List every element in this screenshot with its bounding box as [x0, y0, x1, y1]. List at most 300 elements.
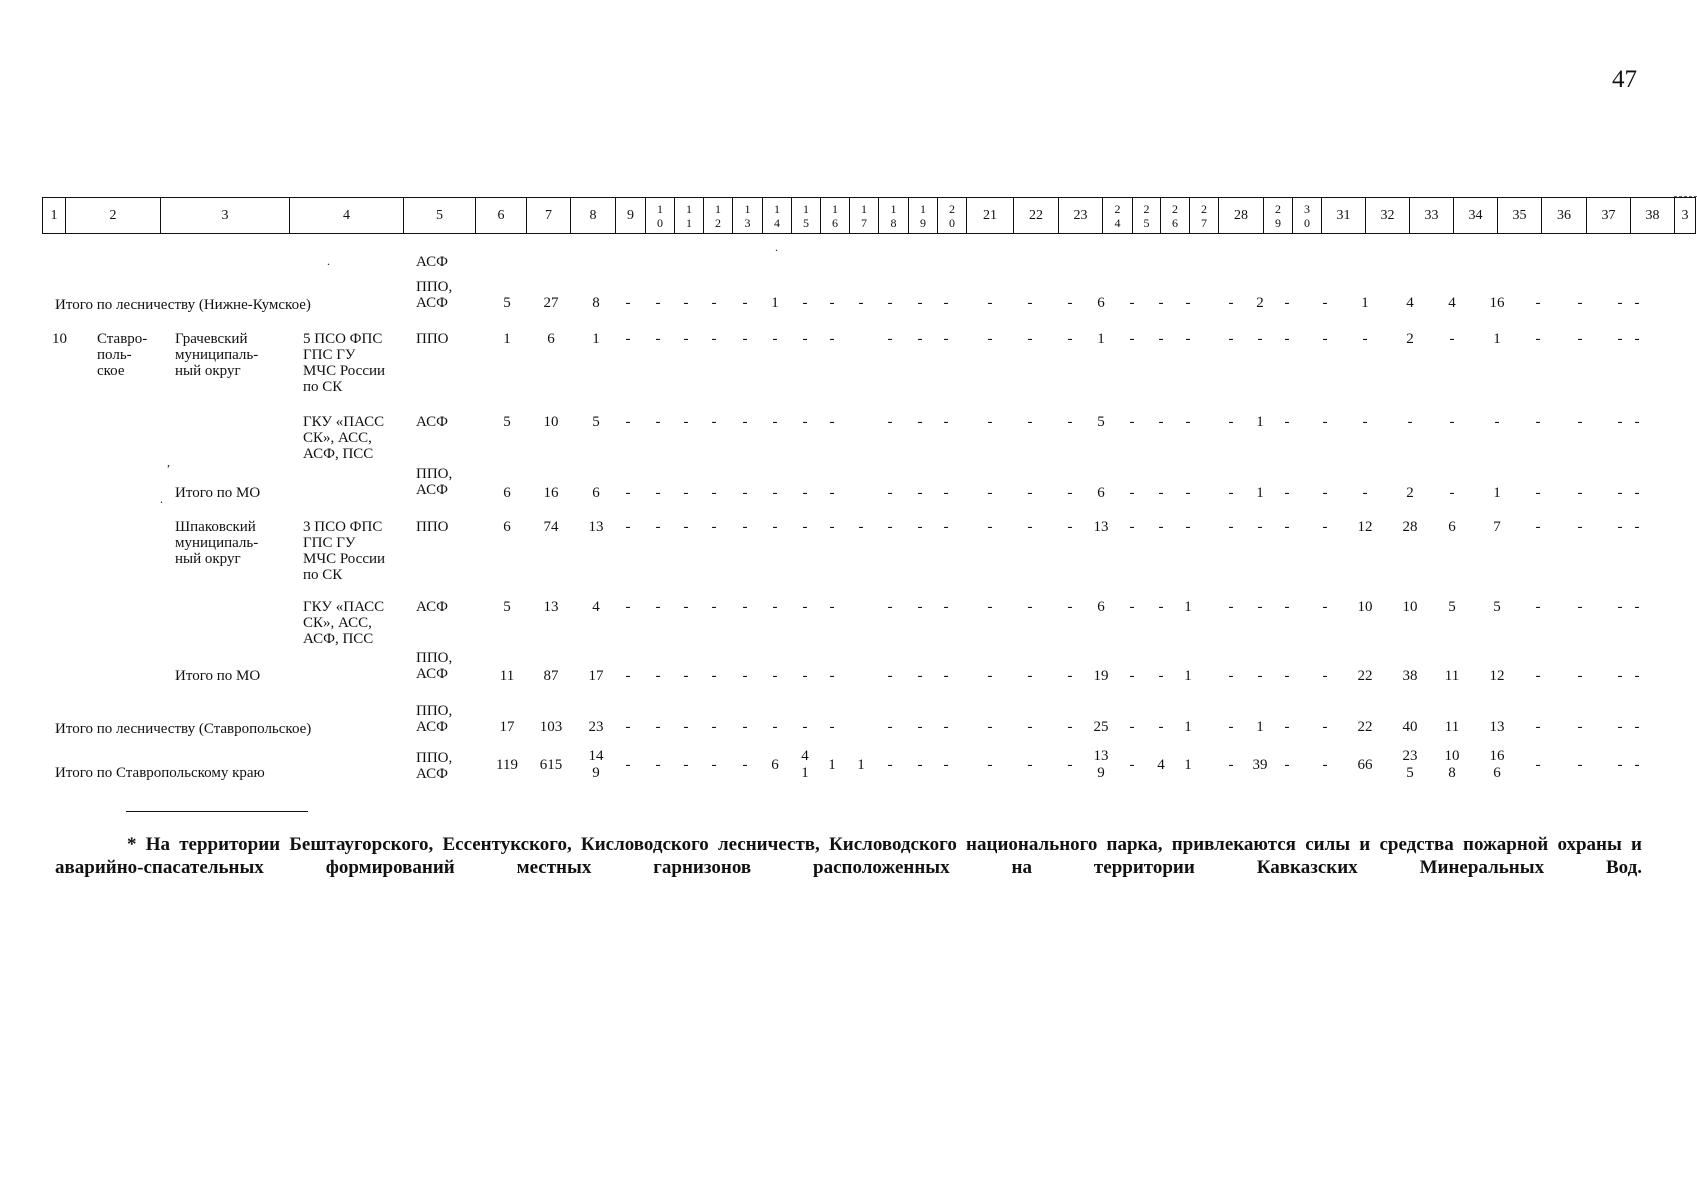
cell-value: -	[917, 757, 923, 773]
header-col-28: 28	[1219, 198, 1264, 234]
cell-value: 119	[496, 757, 518, 773]
cell-value: -	[1535, 414, 1541, 430]
cell-c3: Шпаковский муниципаль- ный округ	[175, 519, 259, 567]
cell-value: -	[1577, 295, 1583, 311]
cell-value: -	[1158, 599, 1164, 615]
cell-c5: АСФ	[416, 414, 448, 430]
header-col-9: 9	[616, 198, 646, 234]
cell-value: -	[711, 757, 717, 773]
cell-value: -	[1322, 414, 1328, 430]
cell-value: 4 1	[801, 748, 809, 781]
cell-value: -	[917, 719, 923, 735]
cell-value: -	[987, 719, 993, 735]
cell-value: -	[887, 599, 893, 615]
cell-value: -	[1362, 414, 1368, 430]
cell-value: 1	[1184, 668, 1192, 684]
cell-value: -	[1535, 719, 1541, 735]
cell-value: -	[1617, 757, 1623, 773]
cell-value: -	[1449, 485, 1455, 501]
cell-value: -	[1284, 757, 1290, 773]
cell-value: 1	[503, 331, 511, 347]
cell-value: -	[829, 295, 835, 311]
cell-value: 13	[1489, 719, 1505, 735]
cell-value: -	[1257, 599, 1263, 615]
cell-value: -	[711, 599, 717, 615]
cell-value: 6	[547, 331, 555, 347]
cell-value: -	[802, 519, 808, 535]
cell-value: -	[655, 519, 661, 535]
cell-value: -	[711, 295, 717, 311]
header-col-31: 31	[1322, 198, 1366, 234]
cell-value: 10	[1402, 599, 1418, 615]
cell-value: -	[1129, 599, 1135, 615]
cell-value: -	[772, 599, 778, 615]
cell-c3: Итого по МО	[175, 668, 261, 684]
header-col-5: 5	[404, 198, 476, 234]
column-number-header	[42, 197, 1696, 234]
cell-value: 1	[1097, 331, 1105, 347]
cell-c5: ППО	[416, 331, 449, 347]
cell-c3: Итого по МО	[175, 485, 261, 501]
cell-value: -	[1185, 485, 1191, 501]
cell-value: 6	[503, 485, 511, 501]
cell-value: -	[1577, 485, 1583, 501]
cell-value: -	[1067, 519, 1073, 535]
cell-value: 1	[771, 295, 779, 311]
cell-value: -	[1185, 331, 1191, 347]
cell-value: -	[1634, 519, 1640, 535]
cell-value: -	[1129, 414, 1135, 430]
cell-value: -	[1027, 599, 1033, 615]
header-col-20: 2 0	[938, 198, 967, 234]
cell-value: -	[1577, 519, 1583, 535]
cell-value: -	[1158, 668, 1164, 684]
cell-value: 5	[503, 295, 511, 311]
header-col-27: 2 7	[1190, 198, 1219, 234]
header-col-24: 2 4	[1103, 198, 1133, 234]
cell-value: 14 9	[588, 748, 604, 781]
cell-value: -	[1228, 485, 1234, 501]
cell-value: -	[683, 719, 689, 735]
header-col-1: 1	[43, 198, 66, 234]
cell-value: -	[917, 414, 923, 430]
cell-value: -	[1027, 331, 1033, 347]
cell-value: -	[1067, 414, 1073, 430]
cell-value: -	[1129, 485, 1135, 501]
cell-value: 5	[1493, 599, 1501, 615]
cell-value: -	[1129, 295, 1135, 311]
cell-value: -	[943, 485, 949, 501]
cell-value: -	[772, 668, 778, 684]
cell-value: -	[829, 414, 835, 430]
cell-value: -	[1129, 519, 1135, 535]
cell-value: 25	[1093, 719, 1109, 735]
cell-value: -	[1129, 331, 1135, 347]
cell-value: -	[772, 719, 778, 735]
cell-value: -	[887, 757, 893, 773]
cell-value: -	[1535, 295, 1541, 311]
cell-value: -	[1362, 485, 1368, 501]
cell-value: -	[1284, 668, 1290, 684]
cell-value: -	[772, 519, 778, 535]
cell-value: 66	[1357, 757, 1373, 773]
cell-value: -	[1284, 519, 1290, 535]
cell-value: -	[655, 485, 661, 501]
header-continuation-mark	[1674, 196, 1697, 197]
cell-value: -	[1634, 668, 1640, 684]
cell-value: -	[802, 295, 808, 311]
cell-value: -	[802, 414, 808, 430]
cell-value: -	[711, 668, 717, 684]
cell-value: -	[683, 331, 689, 347]
cell-value: -	[1449, 331, 1455, 347]
cell-value: 1	[592, 331, 600, 347]
cell-value: 13	[543, 599, 559, 615]
cell-value: -	[1228, 757, 1234, 773]
cell-value: 615	[539, 757, 563, 773]
cell-value: -	[1577, 719, 1583, 735]
cell-value: -	[1449, 414, 1455, 430]
cell-value: -	[1634, 485, 1640, 501]
cell-value: -	[1228, 414, 1234, 430]
header-col-35: 35	[1498, 198, 1542, 234]
cell-value: -	[1535, 757, 1541, 773]
cell-c5: ППО, АСФ	[416, 279, 453, 311]
cell-value: 28	[1402, 519, 1418, 535]
cell-value: -	[625, 519, 631, 535]
cell-value: -	[772, 485, 778, 501]
cell-value: -	[625, 599, 631, 615]
header-col-21: 21	[967, 198, 1014, 234]
cell-value: -	[683, 599, 689, 615]
cell-value: -	[655, 757, 661, 773]
cell-value: -	[1322, 295, 1328, 311]
cell-value: -	[742, 414, 748, 430]
cell-value: -	[1067, 668, 1073, 684]
cell-value: -	[1027, 668, 1033, 684]
cell-value: 6	[771, 757, 779, 773]
cell-c3: Грачевский муниципаль- ный округ	[175, 331, 259, 379]
cell-value: -	[772, 331, 778, 347]
cell-value: -	[1617, 485, 1623, 501]
cell-value: -	[1322, 331, 1328, 347]
cell-value: -	[943, 295, 949, 311]
cell-value: -	[887, 295, 893, 311]
cell-value: -	[802, 668, 808, 684]
cell-value: -	[1228, 295, 1234, 311]
header-col-32: 32	[1366, 198, 1410, 234]
cell-value: -	[987, 668, 993, 684]
cell-value: 5	[503, 414, 511, 430]
cell-value: 6	[1448, 519, 1456, 535]
cell-value: 4	[1406, 295, 1414, 311]
header-col-30: 3 0	[1293, 198, 1322, 234]
cell-value: -	[711, 485, 717, 501]
cell-value: 11	[499, 668, 515, 684]
cell-value: -	[1322, 668, 1328, 684]
header-col-33: 33	[1410, 198, 1454, 234]
cell-value: 1	[1493, 485, 1501, 501]
cell-value: -	[1577, 331, 1583, 347]
cell-value: 11	[1444, 719, 1460, 735]
cell-value: 74	[543, 519, 559, 535]
cell-value: 13 9	[1093, 748, 1109, 781]
scan-speck: ,	[167, 455, 170, 469]
cell-value: 17	[499, 719, 515, 735]
cell-value: -	[802, 485, 808, 501]
cell-value: -	[1185, 519, 1191, 535]
cell-c4: ГКУ «ПАСС СК», АСС, АСФ, ПСС	[303, 414, 385, 462]
cell-value: -	[917, 599, 923, 615]
cell-value: -	[1158, 719, 1164, 735]
cell-value: 6	[592, 485, 600, 501]
cell-value: -	[742, 599, 748, 615]
cell-value: -	[829, 519, 835, 535]
cell-value: -	[1129, 757, 1135, 773]
cell-c4: ГКУ «ПАСС СК», АСС, АСФ, ПСС	[303, 599, 385, 647]
cell-value: -	[943, 757, 949, 773]
header-col-18: 1 8	[879, 198, 909, 234]
cell-value: -	[625, 295, 631, 311]
cell-value: -	[1407, 414, 1413, 430]
cell-total: Итого по лесничеству (Нижне-Кумское)	[55, 297, 311, 313]
cell-value: -	[1185, 295, 1191, 311]
cell-value: -	[1322, 599, 1328, 615]
cell-value: -	[625, 485, 631, 501]
header-col-19: 1 9	[909, 198, 938, 234]
cell-value: 2	[1406, 485, 1414, 501]
cell-value: -	[1027, 519, 1033, 535]
header-col-36: 36	[1542, 198, 1587, 234]
cell-value: -	[655, 599, 661, 615]
cell-value: -	[1634, 295, 1640, 311]
cell-value: -	[742, 331, 748, 347]
cell-value: -	[683, 485, 689, 501]
cell-value: 5	[1097, 414, 1105, 430]
page-number: 47	[1612, 66, 1637, 93]
header-col-25: 2 5	[1133, 198, 1161, 234]
cell-value: -	[742, 295, 748, 311]
cell-value: 40	[1402, 719, 1418, 735]
cell-value: -	[683, 295, 689, 311]
cell-value: -	[1634, 719, 1640, 735]
cell-value: -	[625, 331, 631, 347]
cell-value: -	[625, 719, 631, 735]
cell-value: 1	[1184, 719, 1192, 735]
cell-value: -	[655, 331, 661, 347]
cell-value: -	[887, 719, 893, 735]
cell-value: -	[943, 414, 949, 430]
cell-value: -	[858, 295, 864, 311]
cell-value: -	[1158, 485, 1164, 501]
header-col-14: 1 4	[763, 198, 792, 234]
cell-value: -	[887, 519, 893, 535]
cell-value: -	[1228, 599, 1234, 615]
cell-value: -	[742, 519, 748, 535]
cell-value: 10	[543, 414, 559, 430]
cell-total: Итого по лесничеству (Ставропольское)	[55, 721, 312, 737]
cell-value: -	[683, 757, 689, 773]
cell-value: 1	[1184, 599, 1192, 615]
footnote-rule	[126, 811, 308, 812]
cell-value: 13	[588, 519, 604, 535]
cell-value: -	[655, 668, 661, 684]
cell-value: -	[943, 668, 949, 684]
header-col-7: 7	[527, 198, 571, 234]
cell-value: -	[1027, 485, 1033, 501]
cell-value: -	[1617, 295, 1623, 311]
cell-c5: ППО, АСФ	[416, 750, 453, 782]
cell-value: -	[1634, 599, 1640, 615]
cell-value: -	[987, 414, 993, 430]
cell-value: 1	[1493, 331, 1501, 347]
cell-value: -	[1067, 485, 1073, 501]
cell-value: -	[829, 485, 835, 501]
cell-value: -	[1027, 719, 1033, 735]
cell-c1: 10	[52, 331, 67, 347]
cell-c5: ППО, АСФ	[416, 466, 453, 498]
cell-value: -	[1535, 331, 1541, 347]
cell-value: 39	[1252, 757, 1268, 773]
cell-value: 6	[1097, 485, 1105, 501]
header-col-23: 23	[1059, 198, 1103, 234]
cell-value: -	[1577, 599, 1583, 615]
cell-value: -	[1185, 414, 1191, 430]
cell-value: -	[625, 668, 631, 684]
cell-value: -	[1284, 485, 1290, 501]
cell-value: -	[711, 719, 717, 735]
cell-value: -	[829, 331, 835, 347]
cell-value: -	[943, 519, 949, 535]
cell-value: 1	[828, 757, 836, 773]
header-col-2: 2	[66, 198, 161, 234]
scan-speck: .	[160, 492, 163, 506]
cell-value: -	[1322, 485, 1328, 501]
cell-value: 4	[1157, 757, 1165, 773]
header-col-8: 8	[571, 198, 616, 234]
cell-value: -	[683, 668, 689, 684]
cell-value: -	[887, 668, 893, 684]
cell-value: -	[987, 519, 993, 535]
header-col-38: 38	[1631, 198, 1675, 234]
cell-value: 22	[1357, 719, 1373, 735]
cell-total: Итого по Ставропольскому краю	[55, 765, 265, 781]
header-col-22: 22	[1014, 198, 1059, 234]
cell-value: 12	[1489, 668, 1505, 684]
cell-value: -	[683, 414, 689, 430]
cell-value: -	[1257, 331, 1263, 347]
cell-value: -	[1067, 719, 1073, 735]
cell-value: -	[1634, 414, 1640, 430]
cell-value: -	[1027, 757, 1033, 773]
cell-value: -	[655, 414, 661, 430]
header-col-37: 37	[1587, 198, 1631, 234]
header-col-13: 1 3	[733, 198, 763, 234]
cell-value: -	[1577, 668, 1583, 684]
cell-value: -	[1228, 719, 1234, 735]
cell-value: 11	[1444, 668, 1460, 684]
cell-c5: АСФ	[416, 254, 448, 270]
cell-value: -	[1634, 757, 1640, 773]
footnote: * На территории Бештаугорского, Ессентукского, Кисловодского лесничеств, Кисловодского национального парка, привлекаются силы и средства пожарной охраны и аварийно-спасательных формирований местных гарнизонов расположенных на территории Кавказских Минеральных Вод.	[55, 834, 1642, 878]
cell-value: -	[1617, 519, 1623, 535]
cell-value: -	[1577, 757, 1583, 773]
cell-value: -	[1129, 719, 1135, 735]
cell-value: -	[829, 668, 835, 684]
cell-value: 5	[1448, 599, 1456, 615]
header-col-3: 3	[161, 198, 290, 234]
cell-value: 4	[1448, 295, 1456, 311]
cell-value: -	[1494, 414, 1500, 430]
cell-value: -	[1158, 519, 1164, 535]
cell-value: -	[802, 719, 808, 735]
cell-value: -	[1322, 519, 1328, 535]
cell-value: -	[1027, 414, 1033, 430]
cell-value: -	[802, 331, 808, 347]
cell-value: -	[1027, 295, 1033, 311]
cell-value: -	[1617, 668, 1623, 684]
cell-value: -	[1284, 331, 1290, 347]
cell-value: -	[1284, 719, 1290, 735]
cell-value: -	[625, 414, 631, 430]
cell-value: -	[987, 331, 993, 347]
header-col-15: 1 5	[792, 198, 821, 234]
cell-value: 23	[588, 719, 604, 735]
cell-value: -	[625, 757, 631, 773]
header-col-39: 3	[1675, 198, 1696, 234]
cell-value: -	[1158, 295, 1164, 311]
cell-value: -	[943, 719, 949, 735]
cell-value: 1	[1184, 757, 1192, 773]
cell-value: -	[1284, 295, 1290, 311]
cell-c4: 5 ПСО ФПС ГПС ГУ МЧС России по СК	[303, 331, 386, 395]
cell-value: 10 8	[1444, 748, 1460, 781]
scan-speck: .	[775, 240, 778, 254]
cell-value: -	[987, 757, 993, 773]
cell-value: -	[742, 485, 748, 501]
cell-c2: Ставро- поль- ское	[97, 331, 148, 379]
cell-value: -	[1322, 757, 1328, 773]
header-col-12: 1 2	[704, 198, 733, 234]
cell-value: -	[1617, 719, 1623, 735]
cell-value: -	[987, 295, 993, 311]
cell-value: -	[1535, 485, 1541, 501]
cell-value: -	[887, 331, 893, 347]
header-col-29: 2 9	[1264, 198, 1293, 234]
cell-value: -	[917, 295, 923, 311]
cell-value: -	[655, 719, 661, 735]
cell-value: -	[1535, 599, 1541, 615]
cell-value: -	[943, 599, 949, 615]
cell-value: -	[1257, 519, 1263, 535]
cell-c5: ППО	[416, 519, 449, 535]
cell-value: -	[987, 485, 993, 501]
cell-value: 4	[592, 599, 600, 615]
header-col-6: 6	[476, 198, 527, 234]
cell-value: 6	[503, 519, 511, 535]
cell-value: 1	[1256, 485, 1264, 501]
cell-value: -	[1129, 668, 1135, 684]
cell-value: -	[887, 414, 893, 430]
cell-c5: АСФ	[416, 599, 448, 615]
cell-value: 19	[1093, 668, 1109, 684]
cell-value: -	[858, 519, 864, 535]
scan-speck: .	[327, 254, 330, 268]
cell-value: 7	[1493, 519, 1501, 535]
cell-value: -	[1158, 414, 1164, 430]
cell-value: 16	[1489, 295, 1505, 311]
cell-value: -	[1067, 295, 1073, 311]
